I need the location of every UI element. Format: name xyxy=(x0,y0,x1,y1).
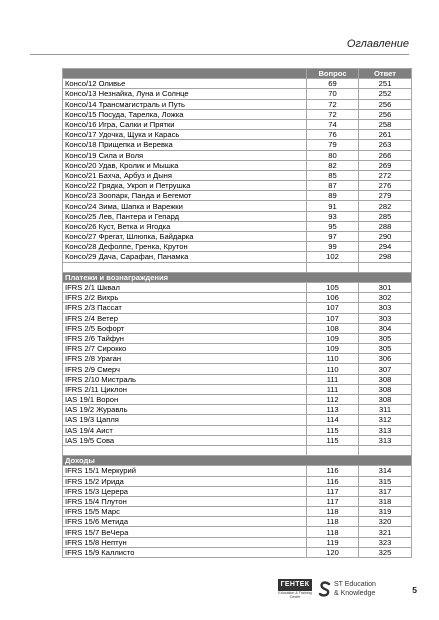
table-row xyxy=(63,130,412,140)
spacer-cell xyxy=(307,262,359,272)
answer-page-cell: 266 xyxy=(359,150,412,160)
section-title: Платежи и вознаграждения xyxy=(63,272,412,282)
table-row xyxy=(63,405,412,415)
st-education-logo-icon xyxy=(318,581,332,597)
answer-page-cell: 311 xyxy=(359,405,412,415)
table-row xyxy=(63,496,412,506)
table-row xyxy=(63,109,412,119)
question-page-cell: 69 xyxy=(307,79,359,89)
question-page-cell: 95 xyxy=(307,221,359,231)
topic-cell: IAS 19/2 Журавль xyxy=(63,405,307,415)
answer-page-cell: 317 xyxy=(359,486,412,496)
spacer-cell xyxy=(63,262,307,272)
answer-page-cell: 261 xyxy=(359,130,412,140)
answer-page-cell: 258 xyxy=(359,119,412,129)
gentek-logo-subtitle: Education & Training Center xyxy=(278,591,312,599)
header-divider xyxy=(30,54,409,55)
topic-cell: IAS 19/1 Ворон xyxy=(63,395,307,405)
topic-cell: Консо/15 Посуда, Тарелка, Ложка xyxy=(63,109,307,119)
table-row xyxy=(63,89,412,99)
topic-cell: IFRS 2/3 Пассат xyxy=(63,303,307,313)
answer-page-cell: 308 xyxy=(359,384,412,394)
table-row xyxy=(63,140,412,150)
table-row xyxy=(63,282,412,292)
question-page-cell: 74 xyxy=(307,119,359,129)
topic-cell: Консо/19 Сила и Воля xyxy=(63,150,307,160)
topic-cell: Консо/22 Грядка, Укроп и Петрушка xyxy=(63,181,307,191)
answer-page-cell: 263 xyxy=(359,140,412,150)
table-row xyxy=(63,252,412,262)
question-page-cell: 118 xyxy=(307,507,359,517)
topic-cell: IAS 19/3 Цапля xyxy=(63,415,307,425)
question-page-cell: 116 xyxy=(307,466,359,476)
topic-cell: IFRS 15/1 Меркурий xyxy=(63,466,307,476)
question-page-cell: 111 xyxy=(307,374,359,384)
topic-cell: IFRS 15/6 Метида xyxy=(63,517,307,527)
table-row xyxy=(63,466,412,476)
table-row xyxy=(63,201,412,211)
topic-cell: IFRS 2/6 Тайфун xyxy=(63,333,307,343)
answer-page-cell: 269 xyxy=(359,160,412,170)
table-row xyxy=(63,99,412,109)
table-row xyxy=(63,435,412,445)
answer-page-cell: 323 xyxy=(359,537,412,547)
table-row xyxy=(63,170,412,180)
topic-cell: IFRS 15/5 Марс xyxy=(63,507,307,517)
answer-page-cell: 252 xyxy=(359,89,412,99)
topic-cell: IFRS 2/1 Шквал xyxy=(63,282,307,292)
table-row xyxy=(63,232,412,242)
table-row xyxy=(63,486,412,496)
topic-cell: IFRS 15/2 Ирида xyxy=(63,476,307,486)
question-page-cell: 107 xyxy=(307,303,359,313)
answer-page-cell: 256 xyxy=(359,99,412,109)
answer-page-cell: 314 xyxy=(359,466,412,476)
question-page-cell: 110 xyxy=(307,354,359,364)
answer-page-cell: 320 xyxy=(359,517,412,527)
question-page-cell: 72 xyxy=(307,109,359,119)
answer-page-cell: 318 xyxy=(359,496,412,506)
question-page-cell: 107 xyxy=(307,313,359,323)
question-page-cell: 99 xyxy=(307,242,359,252)
question-page-cell: 114 xyxy=(307,415,359,425)
question-page-cell: 106 xyxy=(307,293,359,303)
gentek-logo-mark: ГЕНТЕК xyxy=(278,579,312,591)
topic-cell: IFRS 15/3 Церера xyxy=(63,486,307,496)
table-row xyxy=(63,181,412,191)
topic-cell: Консо/26 Куст, Ветка и Ягодка xyxy=(63,221,307,231)
topic-cell: Консо/17 Удочка, Щука и Карась xyxy=(63,130,307,140)
column-header-question: Вопрос xyxy=(307,69,359,79)
question-page-cell: 119 xyxy=(307,537,359,547)
answer-page-cell: 319 xyxy=(359,507,412,517)
table-row xyxy=(63,507,412,517)
column-header-topic xyxy=(63,69,307,79)
spacer-cell xyxy=(359,445,412,455)
spacer-cell xyxy=(307,445,359,455)
table-row xyxy=(63,119,412,129)
table-row xyxy=(63,79,412,89)
answer-page-cell: 303 xyxy=(359,313,412,323)
table-row xyxy=(63,364,412,374)
topic-cell: IFRS 2/2 Вихрь xyxy=(63,293,307,303)
topic-cell: Консо/16 Игра, Салки и Прятки xyxy=(63,119,307,129)
answer-page-cell: 272 xyxy=(359,170,412,180)
section-title: Доходы xyxy=(63,456,412,466)
answer-page-cell: 306 xyxy=(359,354,412,364)
topic-cell: IFRS 2/5 Бофорт xyxy=(63,323,307,333)
table-row xyxy=(63,313,412,323)
table-row xyxy=(63,354,412,364)
topic-cell: IFRS 2/4 Ветер xyxy=(63,313,307,323)
question-page-cell: 76 xyxy=(307,130,359,140)
question-page-cell: 118 xyxy=(307,517,359,527)
question-page-cell: 72 xyxy=(307,99,359,109)
question-page-cell: 80 xyxy=(307,150,359,160)
answer-page-cell: 290 xyxy=(359,232,412,242)
spacer-row xyxy=(63,262,412,272)
table-row xyxy=(63,527,412,537)
answer-page-cell: 303 xyxy=(359,303,412,313)
question-page-cell: 115 xyxy=(307,425,359,435)
table-row xyxy=(63,537,412,547)
topic-cell: IFRS 15/7 ВеЧера xyxy=(63,527,307,537)
topic-cell: Консо/14 Трансмагистраль и Путь xyxy=(63,99,307,109)
answer-page-cell: 312 xyxy=(359,415,412,425)
table-row xyxy=(63,547,412,557)
answer-page-cell: 256 xyxy=(359,109,412,119)
table-row xyxy=(63,395,412,405)
topic-cell: IFRS 2/8 Ураган xyxy=(63,354,307,364)
topic-cell: Консо/27 Фрегат, Шлюпка, Байдарка xyxy=(63,232,307,242)
question-page-cell: 118 xyxy=(307,527,359,537)
question-page-cell: 109 xyxy=(307,333,359,343)
answer-page-cell: 307 xyxy=(359,364,412,374)
table-row xyxy=(63,293,412,303)
topic-cell: Консо/28 Дефолпе, Гренка, Крутон xyxy=(63,242,307,252)
table-row xyxy=(63,333,412,343)
topic-cell: Консо/29 Дача, Сарафан, Панамка xyxy=(63,252,307,262)
section-header-row xyxy=(63,456,412,466)
question-page-cell: 108 xyxy=(307,323,359,333)
gentek-logo xyxy=(278,579,312,601)
column-header-answer: Ответ xyxy=(359,69,412,79)
topic-cell: Консо/24 Зима, Шапка и Варежки xyxy=(63,201,307,211)
answer-page-cell: 276 xyxy=(359,181,412,191)
answer-page-cell: 313 xyxy=(359,425,412,435)
topic-cell: Консо/25 Лев, Пантера и Гепард xyxy=(63,211,307,221)
st-education-brand xyxy=(334,581,376,598)
spacer-row xyxy=(63,445,412,455)
answer-page-cell: 251 xyxy=(359,79,412,89)
answer-page-cell: 308 xyxy=(359,374,412,384)
question-page-cell: 93 xyxy=(307,211,359,221)
section-header-row xyxy=(63,272,412,282)
answer-page-cell: 325 xyxy=(359,547,412,557)
table-row xyxy=(63,323,412,333)
table-row xyxy=(63,374,412,384)
spacer-cell xyxy=(359,262,412,272)
answer-page-cell: 288 xyxy=(359,221,412,231)
question-page-cell: 97 xyxy=(307,232,359,242)
question-page-cell: 109 xyxy=(307,344,359,354)
question-page-cell: 117 xyxy=(307,486,359,496)
topic-cell: IFRS 15/9 Каллисто xyxy=(63,547,307,557)
answer-page-cell: 301 xyxy=(359,282,412,292)
table-row xyxy=(63,160,412,170)
page-header-title: Оглавление xyxy=(346,38,409,50)
question-page-cell: 91 xyxy=(307,201,359,211)
question-page-cell: 70 xyxy=(307,89,359,99)
answer-page-cell: 285 xyxy=(359,211,412,221)
table-row xyxy=(63,150,412,160)
topic-cell: Консо/13 Незнайка, Луна и Солнце xyxy=(63,89,307,99)
table-header-row xyxy=(63,69,412,79)
topic-cell: IAS 19/4 Аист xyxy=(63,425,307,435)
table-row xyxy=(63,384,412,394)
question-page-cell: 102 xyxy=(307,252,359,262)
contents-table xyxy=(62,68,412,558)
question-page-cell: 89 xyxy=(307,191,359,201)
question-page-cell: 79 xyxy=(307,140,359,150)
contents-table-body xyxy=(63,79,412,558)
topic-cell: Консо/12 Оливье xyxy=(63,79,307,89)
topic-cell: Консо/21 Бахча, Арбуз и Дыня xyxy=(63,170,307,180)
table-row xyxy=(63,344,412,354)
question-page-cell: 120 xyxy=(307,547,359,557)
page-footer xyxy=(0,579,439,607)
topic-cell: IFRS 15/8 Нептун xyxy=(63,537,307,547)
answer-page-cell: 302 xyxy=(359,293,412,303)
table-row xyxy=(63,425,412,435)
spacer-cell xyxy=(63,445,307,455)
question-page-cell: 112 xyxy=(307,395,359,405)
topic-cell: Консо/18 Прищепка и Веревка xyxy=(63,140,307,150)
answer-page-cell: 308 xyxy=(359,395,412,405)
answer-page-cell: 298 xyxy=(359,252,412,262)
answer-page-cell: 315 xyxy=(359,476,412,486)
page-number: 5 xyxy=(412,585,417,595)
answer-page-cell: 321 xyxy=(359,527,412,537)
topic-cell: IFRS 2/9 Смерч xyxy=(63,364,307,374)
question-page-cell: 113 xyxy=(307,405,359,415)
question-page-cell: 85 xyxy=(307,170,359,180)
question-page-cell: 117 xyxy=(307,496,359,506)
topic-cell: IFRS 2/10 Мистраль xyxy=(63,374,307,384)
question-page-cell: 82 xyxy=(307,160,359,170)
table-row xyxy=(63,211,412,221)
table-row xyxy=(63,476,412,486)
table-row xyxy=(63,221,412,231)
question-page-cell: 111 xyxy=(307,384,359,394)
table-row xyxy=(63,517,412,527)
topic-cell: IFRS 2/11 Циклон xyxy=(63,384,307,394)
answer-page-cell: 305 xyxy=(359,333,412,343)
table-row xyxy=(63,242,412,252)
topic-cell: IFRS 15/4 Плутон xyxy=(63,496,307,506)
question-page-cell: 115 xyxy=(307,435,359,445)
table-row xyxy=(63,415,412,425)
answer-page-cell: 313 xyxy=(359,435,412,445)
topic-cell: IAS 19/5 Сова xyxy=(63,435,307,445)
answer-page-cell: 279 xyxy=(359,191,412,201)
question-page-cell: 105 xyxy=(307,282,359,292)
topic-cell: Консо/20 Удав, Кролик и Мышка xyxy=(63,160,307,170)
question-page-cell: 110 xyxy=(307,364,359,374)
answer-page-cell: 294 xyxy=(359,242,412,252)
question-page-cell: 87 xyxy=(307,181,359,191)
answer-page-cell: 304 xyxy=(359,323,412,333)
st-brand-line1: ST Education xyxy=(334,581,376,588)
question-page-cell: 116 xyxy=(307,476,359,486)
answer-page-cell: 282 xyxy=(359,201,412,211)
st-brand-line2: & Knowledge xyxy=(334,589,376,597)
answer-page-cell: 305 xyxy=(359,344,412,354)
topic-cell: Консо/23 Зоопарк, Панда и Бегемот xyxy=(63,191,307,201)
table-row xyxy=(63,303,412,313)
table-row xyxy=(63,191,412,201)
topic-cell: IFRS 2/7 Сирокко xyxy=(63,344,307,354)
